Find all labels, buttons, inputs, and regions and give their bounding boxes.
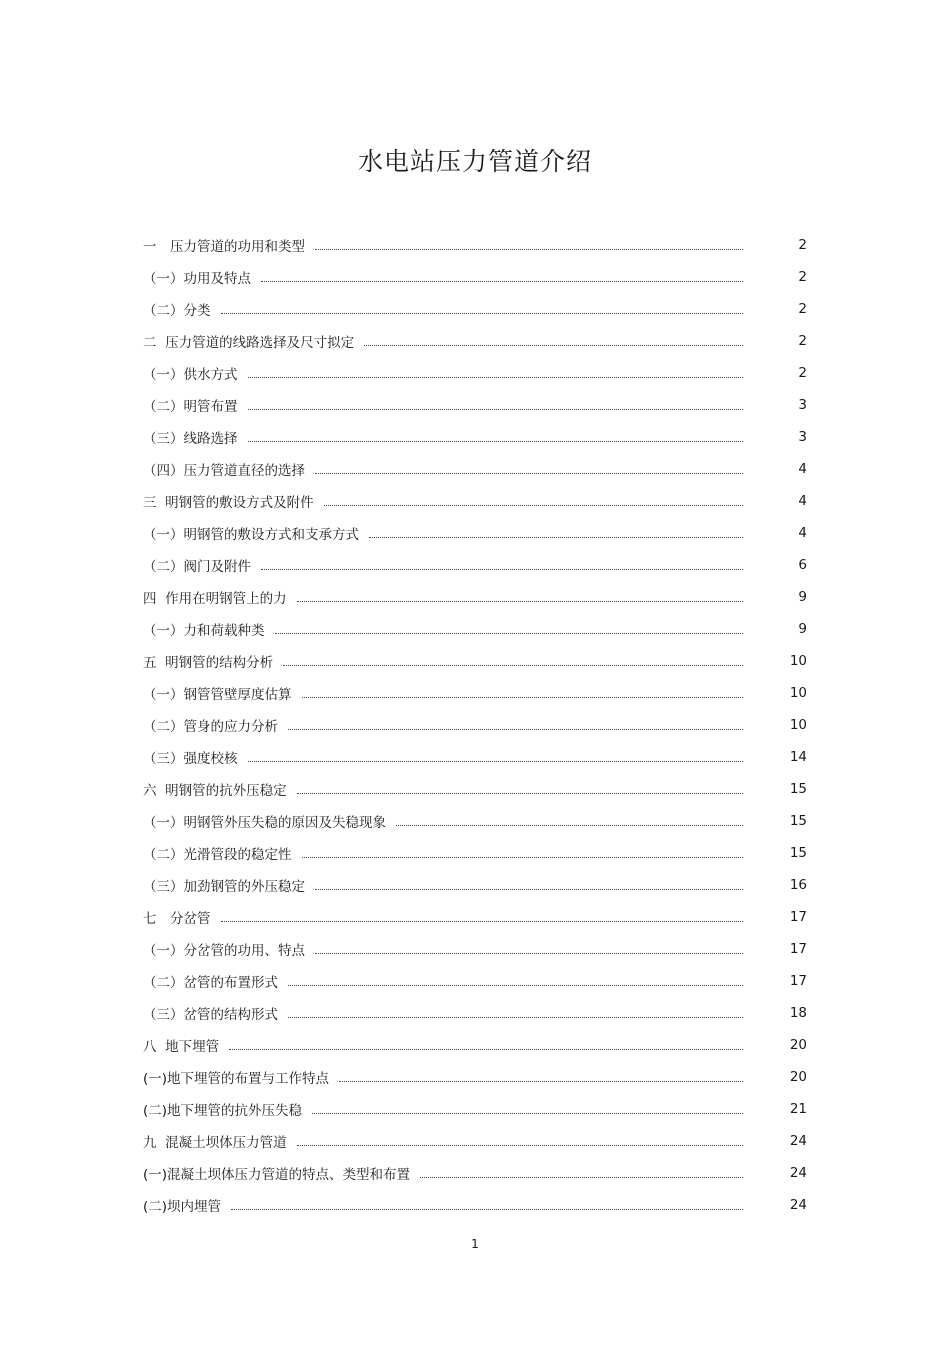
toc-entry-page: 15 bbox=[789, 781, 807, 797]
toc-entry[interactable] bbox=[143, 837, 807, 869]
toc-entry-page: 10 bbox=[789, 717, 807, 733]
toc-entry-page: 4 bbox=[798, 461, 807, 477]
toc-entry-page: 20 bbox=[789, 1037, 807, 1053]
toc-entry[interactable] bbox=[143, 933, 807, 965]
toc-entry[interactable] bbox=[143, 805, 807, 837]
toc-entry[interactable] bbox=[143, 645, 807, 677]
page-number: 1 bbox=[471, 1237, 479, 1251]
toc-entry[interactable] bbox=[143, 293, 807, 325]
toc-entry[interactable] bbox=[143, 261, 807, 293]
toc-entry-page: 2 bbox=[798, 269, 807, 285]
toc-leader-dots bbox=[248, 376, 744, 378]
toc-entry-label: （二）管身的应力分析 bbox=[143, 719, 278, 735]
toc-entry[interactable] bbox=[143, 229, 807, 261]
toc-entry-page: 3 bbox=[798, 429, 807, 445]
toc-entry[interactable] bbox=[143, 997, 807, 1029]
toc-leader-dots bbox=[248, 760, 744, 762]
toc-entry[interactable] bbox=[143, 1061, 807, 1093]
toc-leader-dots bbox=[288, 728, 743, 730]
toc-entry-page: 4 bbox=[798, 525, 807, 541]
toc-entry[interactable] bbox=[143, 581, 807, 613]
toc-leader-dots bbox=[248, 440, 744, 442]
toc-entry[interactable] bbox=[143, 741, 807, 773]
toc-entry-page: 2 bbox=[798, 333, 807, 349]
toc-entry[interactable] bbox=[143, 965, 807, 997]
toc-leader-dots bbox=[231, 1208, 743, 1210]
toc-entry-page: 2 bbox=[798, 301, 807, 317]
toc-entry-label: 七 分岔管 bbox=[143, 911, 211, 927]
toc-entry-label: (一)混凝土坝体压力管道的特点、类型和布置 bbox=[143, 1167, 411, 1183]
toc-entry-page: 2 bbox=[798, 365, 807, 381]
toc-entry-page: 16 bbox=[789, 877, 807, 893]
toc-entry[interactable] bbox=[143, 1093, 807, 1125]
toc-entry[interactable] bbox=[143, 453, 807, 485]
toc-entry-page: 4 bbox=[798, 493, 807, 509]
toc-leader-dots bbox=[315, 472, 743, 474]
toc-leader-dots bbox=[297, 600, 743, 602]
toc-leader-dots bbox=[315, 888, 743, 890]
toc-entry-label: （一）力和荷载种类 bbox=[143, 623, 265, 639]
toc-entry-label: (二)地下埋管的抗外压失稳 bbox=[143, 1103, 303, 1119]
toc-leader-dots bbox=[315, 952, 743, 954]
toc-leader-dots bbox=[261, 568, 743, 570]
toc-entry-page: 24 bbox=[789, 1133, 807, 1149]
toc-leader-dots bbox=[420, 1176, 743, 1178]
toc-entry[interactable] bbox=[143, 773, 807, 805]
toc-entry-label: 五 明钢管的结构分析 bbox=[143, 655, 274, 671]
toc-leader-dots bbox=[248, 408, 744, 410]
toc-entry-label: （三）强度校核 bbox=[143, 751, 238, 767]
toc-entry-page: 14 bbox=[789, 749, 807, 765]
toc-entry-page: 2 bbox=[798, 237, 807, 253]
toc-entry-label: （三）线路选择 bbox=[143, 431, 238, 447]
toc-entry-label: （四）压力管道直径的选择 bbox=[143, 463, 305, 479]
toc-entry[interactable] bbox=[143, 901, 807, 933]
toc-entry-page: 21 bbox=[789, 1101, 807, 1117]
toc-entry[interactable] bbox=[143, 1189, 807, 1221]
toc-entry-page: 9 bbox=[798, 589, 807, 605]
toc-entry-page: 15 bbox=[789, 845, 807, 861]
toc-entry-label: （一）功用及特点 bbox=[143, 271, 251, 287]
toc-entry-page: 10 bbox=[789, 653, 807, 669]
toc-entry-label: 二 压力管道的线路选择及尺寸拟定 bbox=[143, 335, 355, 351]
toc-leader-dots bbox=[261, 280, 743, 282]
toc-entry-page: 15 bbox=[789, 813, 807, 829]
toc-leader-dots bbox=[288, 1016, 743, 1018]
toc-leader-dots bbox=[312, 1112, 743, 1114]
toc-leader-dots bbox=[315, 248, 743, 250]
toc-leader-dots bbox=[302, 856, 744, 858]
toc-entry-page: 17 bbox=[789, 941, 807, 957]
toc-entry-label: （二）分类 bbox=[143, 303, 211, 319]
toc-entry[interactable] bbox=[143, 517, 807, 549]
toc-entry-page: 6 bbox=[798, 557, 807, 573]
toc-entry-label: (一)地下埋管的布置与工作特点 bbox=[143, 1071, 330, 1087]
toc-entry-page: 17 bbox=[789, 973, 807, 989]
toc-entry-label: （一）明钢管外压失稳的原因及失稳现象 bbox=[143, 815, 386, 831]
toc-leader-dots bbox=[302, 696, 744, 698]
toc-entry[interactable] bbox=[143, 549, 807, 581]
toc-entry-label: （二）明管布置 bbox=[143, 399, 238, 415]
toc-entry-page: 10 bbox=[789, 685, 807, 701]
toc-leader-dots bbox=[297, 1144, 743, 1146]
toc-entry[interactable] bbox=[143, 421, 807, 453]
toc-entry[interactable] bbox=[143, 325, 807, 357]
toc-entry[interactable] bbox=[143, 677, 807, 709]
toc-leader-dots bbox=[369, 536, 743, 538]
toc-entry-page: 18 bbox=[789, 1005, 807, 1021]
document-title: 水电站压力管道介绍 bbox=[357, 147, 592, 176]
toc-entry[interactable] bbox=[143, 1125, 807, 1157]
toc-entry[interactable] bbox=[143, 357, 807, 389]
toc-leader-dots bbox=[288, 984, 743, 986]
toc-entry-page: 24 bbox=[789, 1197, 807, 1213]
toc-leader-dots bbox=[297, 792, 743, 794]
toc-entry-label: 九 混凝土坝体压力管道 bbox=[143, 1135, 287, 1151]
toc-entry-label: （一）供水方式 bbox=[143, 367, 238, 383]
toc-entry-label: (二)坝内埋管 bbox=[143, 1199, 222, 1215]
toc-entry-page: 9 bbox=[798, 621, 807, 637]
toc-entry-label: （二）光滑管段的稳定性 bbox=[143, 847, 292, 863]
table-of-contents bbox=[143, 229, 807, 1221]
toc-entry-label: 四 作用在明钢管上的力 bbox=[143, 591, 287, 607]
toc-entry[interactable] bbox=[143, 1157, 807, 1189]
toc-leader-dots bbox=[364, 344, 743, 346]
toc-leader-dots bbox=[275, 632, 744, 634]
toc-entry-page: 17 bbox=[789, 909, 807, 925]
toc-leader-dots bbox=[339, 1080, 743, 1082]
toc-entry-label: 一 压力管道的功用和类型 bbox=[143, 239, 305, 255]
toc-entry-label: （一）钢管管壁厚度估算 bbox=[143, 687, 292, 703]
toc-leader-dots bbox=[221, 312, 744, 314]
toc-entry-label: 八 地下埋管 bbox=[143, 1039, 220, 1055]
toc-leader-dots bbox=[324, 504, 743, 506]
toc-entry[interactable] bbox=[143, 613, 807, 645]
toc-entry-label: （三）岔管的结构形式 bbox=[143, 1007, 278, 1023]
toc-entry[interactable] bbox=[143, 485, 807, 517]
toc-leader-dots bbox=[221, 920, 744, 922]
toc-entry[interactable] bbox=[143, 709, 807, 741]
toc-entry-label: 六 明钢管的抗外压稳定 bbox=[143, 783, 287, 799]
toc-entry[interactable] bbox=[143, 1029, 807, 1061]
toc-entry-label: （一）分岔管的功用、特点 bbox=[143, 943, 305, 959]
toc-entry-page: 24 bbox=[789, 1165, 807, 1181]
toc-entry-label: 三 明钢管的敷设方式及附件 bbox=[143, 495, 314, 511]
toc-entry[interactable] bbox=[143, 389, 807, 421]
toc-leader-dots bbox=[396, 824, 743, 826]
toc-leader-dots bbox=[229, 1048, 743, 1050]
toc-entry-page: 20 bbox=[789, 1069, 807, 1085]
toc-entry-label: （二）阀门及附件 bbox=[143, 559, 251, 575]
toc-entry-page: 3 bbox=[798, 397, 807, 413]
toc-entry-label: （一）明钢管的敷设方式和支承方式 bbox=[143, 527, 359, 543]
toc-entry-label: （三）加劲钢管的外压稳定 bbox=[143, 879, 305, 895]
toc-entry[interactable] bbox=[143, 869, 807, 901]
toc-leader-dots bbox=[283, 664, 743, 666]
toc-entry-label: （二）岔管的布置形式 bbox=[143, 975, 278, 991]
